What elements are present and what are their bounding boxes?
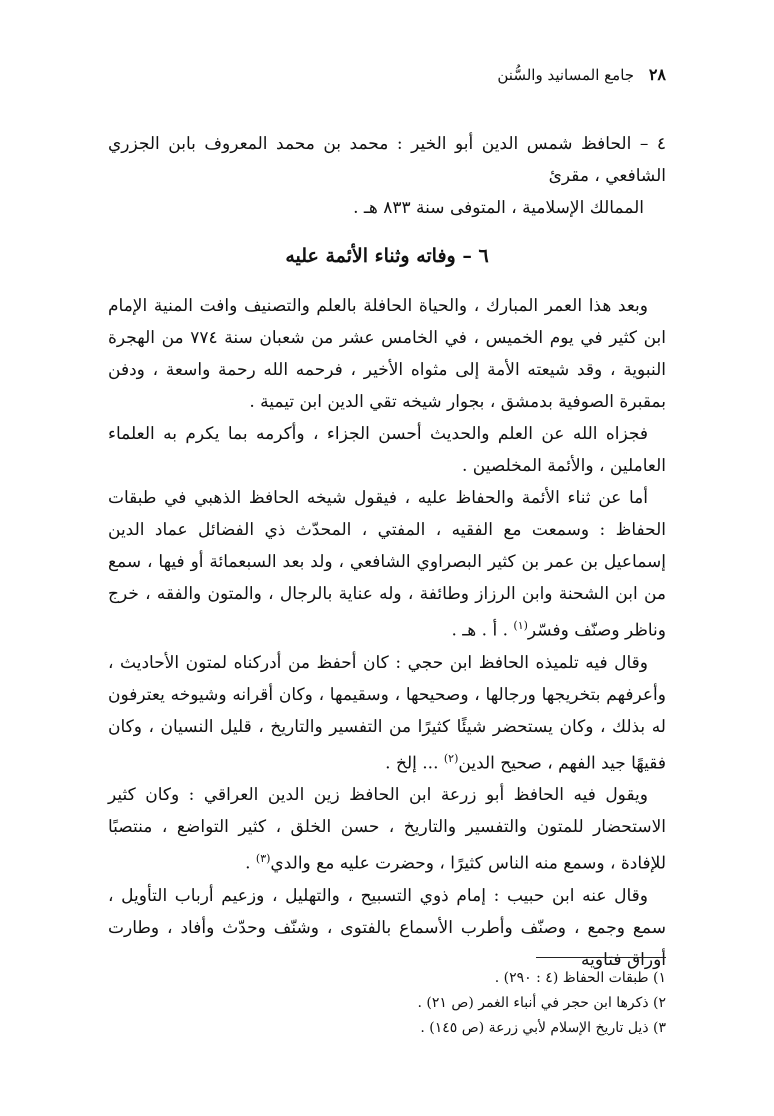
running-header (108, 62, 666, 88)
main-text (108, 290, 666, 976)
list-item-4-line-1: ٤ – الحافظ شمس الدين أبو الخير : محمد بن محمد المعروف بابن الجزري الشافعي ، مقرئ (108, 134, 666, 186)
paragraph-5-tail: . (245, 853, 256, 874)
section-heading: ٦ – وفاته وثناء الأئمة عليه (285, 245, 489, 267)
paragraph-6: وقال عنه ابن حبيب : إمام ذوي التسبيح ، والتهليل ، وزعيم أرباب التأويل ، سمع وجمع ، وصنّف وأطرب الأسماع بالفتوى ، وشنّف وحدّث وأفاد ، وطارت أوراق فتاويه (108, 885, 666, 970)
paragraph-3 (108, 482, 666, 647)
footnote-divider (536, 957, 666, 958)
footnote-ref-2: (٢) (443, 751, 459, 765)
page-number: ٢٨ (648, 65, 666, 84)
paragraph-4-text: وقال فيه تلميذه الحافظ ابن حجي : كان أحفظ من أدركناه لمتون الأحاديث ، وأعرفهم بتخريجها ورجالها ، وصحيحها ، وسقيمها ، وكان أقرانه وشيوخه يعترفون له بذلك ، وكان يستحضر شيئًا كثيرًا من التفسير والتاريخ ، قليل النسيان ، وكان فقيهًا جيد الفهم ، صحيح الدين (108, 652, 666, 774)
list-item-4-line-2: الممالك الإسلامية ، المتوفى سنة ٨٣٣ هـ . (353, 198, 644, 218)
footnote-2: ٢) ذكرها ابن حجر في أنباء الغمر (ص ٢١) . (417, 995, 666, 1011)
paragraph-4 (108, 647, 666, 780)
paragraph-5 (108, 779, 666, 880)
list-item-4 (108, 128, 666, 224)
paragraph-3-text: أما عن ثناء الأئمة والحفاظ عليه ، فيقول شيخه الحافظ الذهبي في طبقات الحفاظ : وسمعت مع الفقيه ، المفتي ، المحدّث ذي الفضائل عماد الدين إسماعيل بن عمر بن كثير البصراوي الشافعي ، ولد بعد السبعمائة أو فيها ، سمع من ابن الشحنة وابن الرزاز وطائفة ، وله عناية بالرجال ، والمتون والفقه ، خرج وناظر وصنّف وفسّر (108, 488, 666, 641)
footnote-ref-1: (١) (513, 619, 528, 632)
footnote-ref-3: (٣) (255, 852, 271, 866)
footnotes (108, 966, 666, 1041)
paragraph-4-tail: ... إلخ . (385, 753, 444, 774)
footnote-1: ١) طبقات الحفاظ (٤ : ٢٩٠) . (494, 970, 666, 986)
paragraph-5-text: ويقول فيه الحافظ أبو زرعة ابن الحافظ زين الدين العراقي : وكان كثير الاستحضار للمتون والتفسير والتاريخ ، حسن الخلق ، كثير التواضع ، منتصبًا للإفادة ، وسمع منه الناس كثيرًا ، وحضرت عليه مع والدي (108, 785, 666, 874)
paragraph-2: فجزاه الله عن العلم والحديث أحسن الجزاء ، وأكرمه بما يكرم به العلماء العاملين ، والأئمة المخلصين . (108, 424, 666, 476)
footnote-3: ٣) ذيل تاريخ الإسلام لأبي زرعة (ص ١٤٥) . (420, 1020, 666, 1036)
paragraph-3-tail: . أ . هـ . (451, 620, 514, 641)
running-title: جامع المسانيد والسُّنن (497, 66, 635, 84)
paragraph-1: وبعد هذا العمر المبارك ، والحياة الحافلة بالعلم والتصنيف وافت المنية الإمام ابن كثير في يوم الخميس ، في الخامس عشر من شعبان سنة ٧٧٤ من الهجرة النبوية ، وقد شيعته الأمة إلى مثواه الأخير ، فرحمه الله رحمة واسعة ، ودفن بمقبرة الصوفية بدمشق ، بجوار شيخه تقي الدين ابن تيمية . (108, 296, 666, 412)
